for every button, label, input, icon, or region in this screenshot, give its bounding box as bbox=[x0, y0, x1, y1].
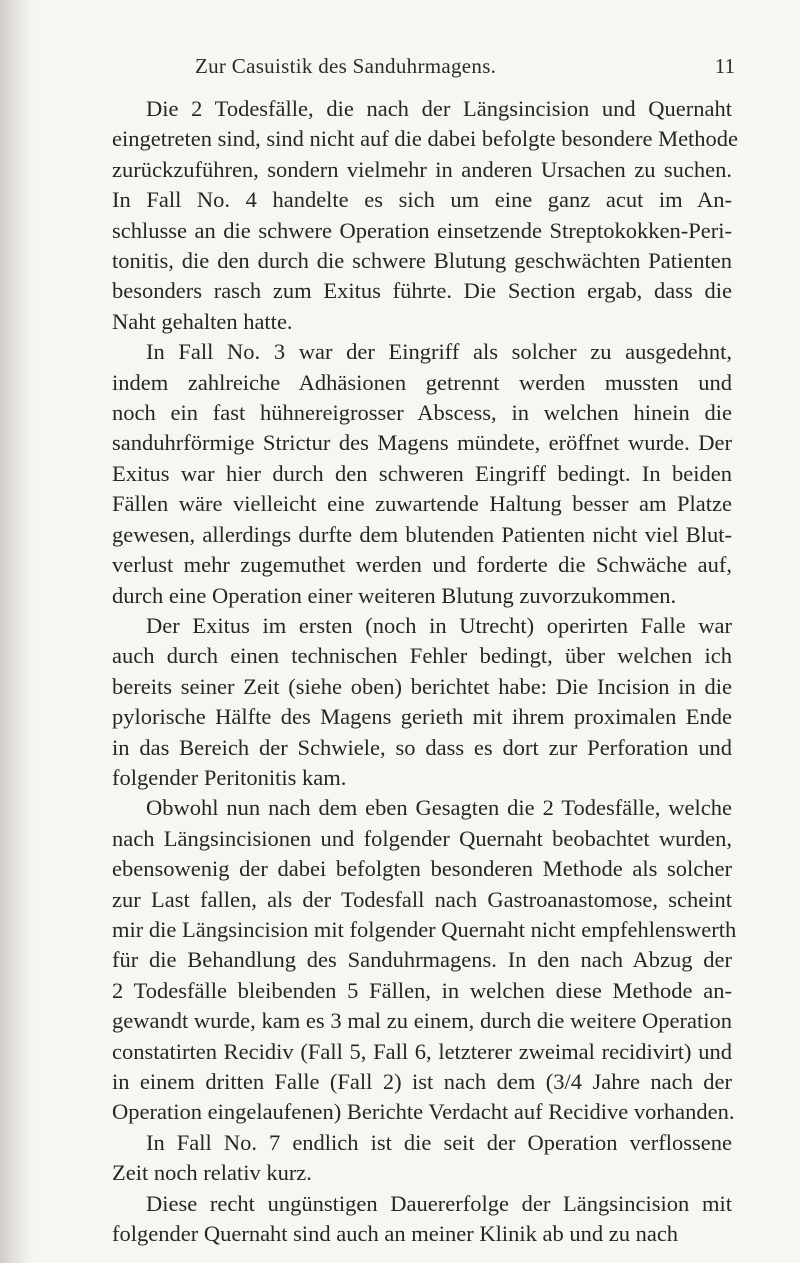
gutter-shadow bbox=[0, 0, 34, 1263]
paragraph bbox=[112, 1189, 732, 1250]
text-line: Diese recht ungünstigen Dauererfolge der Längsincision mit bbox=[146, 1190, 732, 1216]
text-line: zurückzuführen, sondern vielmehr in anderen Ursachen zu suchen. bbox=[112, 156, 732, 182]
body-text bbox=[112, 94, 739, 1249]
paragraph bbox=[112, 337, 732, 611]
text-line: Die 2 Todesfälle, die nach der Längsincision und Quernaht bbox=[146, 96, 732, 121]
text-line: schlusse an die schwere Operation einsetzende Streptokokken-Peri- bbox=[112, 217, 732, 243]
text-line: 2 Todesfälle bleibenden 5 Fällen, in welchen diese Methode an- bbox=[112, 977, 732, 1003]
text-line: Obwohl nun nach dem eben Gesagten die 2 Todesfälle, welche bbox=[146, 795, 732, 821]
text-line: zur Last fallen, als der Todesfall nach Gastroanastomose, scheint bbox=[112, 886, 732, 912]
paragraph bbox=[112, 611, 732, 793]
text-line: Exitus war hier durch den schweren Eingriff bedingt. In beiden bbox=[112, 460, 732, 486]
text-line: In Fall No. 7 endlich ist die seit der Operation verflossene bbox=[146, 1129, 732, 1155]
text-line: Der Exitus im ersten (noch in Utrecht) operirten Falle war bbox=[146, 612, 732, 638]
text-line: nach Längsincisionen und folgender Quernaht beobachtet wurden, bbox=[112, 825, 732, 851]
text-line: für die Behandlung des Sanduhrmagens. In den nach Abzug der bbox=[112, 947, 732, 973]
text-line: ebensowenig der dabei befolgten besonderen Methode als solcher bbox=[112, 856, 732, 882]
text-line: gewandt wurde, kam es 3 mal zu einem, durch die weitere Operation bbox=[112, 1008, 732, 1034]
text-line: auch durch einen technischen Fehler bedingt, über welchen ich bbox=[112, 643, 732, 669]
text-line: gewesen, allerdings durfte dem blutenden Patienten nicht viel Blut- bbox=[112, 521, 732, 547]
page-header bbox=[195, 54, 735, 84]
text-line: besonders rasch zum Exitus führte. Die Section ergab, dass die bbox=[112, 278, 732, 304]
text-line: pylorische Hälfte des Magens gerieth mit ihrem proximalen Ende bbox=[112, 704, 732, 730]
text-line: sanduhrförmige Strictur des Magens mündete, eröffnet wurde. Der bbox=[112, 430, 732, 456]
text-line: folgender Quernaht sind auch an meiner Klinik ab und zu nach bbox=[112, 1221, 679, 1247]
text-line: constatirten Recidiv (Fall 5, Fall 6, letzterer zweimal recidivirt) und bbox=[112, 1038, 732, 1064]
text-line: indem zahlreiche Adhäsionen getrennt werden mussten und bbox=[112, 369, 732, 395]
text-line: Fällen wäre vielleicht eine zuwartende Haltung besser am Platze bbox=[112, 491, 732, 517]
text-line: folgender Peritonitis kam. bbox=[112, 764, 347, 790]
text-line: mir die Längsincision mit folgender Quernaht nicht empfehlenswerth bbox=[112, 916, 737, 942]
text-line: eingetreten sind, sind nicht auf die dabei befolgte besondere Methode bbox=[112, 126, 739, 152]
text-line: Naht gehalten hatte. bbox=[112, 308, 293, 334]
text-line: In Fall No. 3 war der Eingriff als solcher zu ausgedehnt, bbox=[146, 339, 732, 365]
text-line: durch eine Operation einer weiteren Blutung zuvorzukommen. bbox=[112, 582, 677, 608]
text-line: in das Bereich der Schwiele, so dass es dort zur Perforation und bbox=[112, 734, 732, 760]
text-line: Operation eingelaufenen) Berichte Verdacht auf Recidive vorhanden. bbox=[112, 1099, 735, 1125]
text-line: noch ein fast hühnereigrosser Abscess, in welchen hinein die bbox=[112, 400, 732, 426]
text-line: tonitis, die den durch die schwere Blutung geschwächten Patienten bbox=[112, 248, 732, 274]
paragraph bbox=[112, 94, 739, 337]
paragraph bbox=[112, 793, 737, 1127]
text-line: In Fall No. 4 handelte es sich um eine ganz acut im An- bbox=[112, 187, 732, 213]
running-title: Zur Casuistik des Sanduhrmagens. bbox=[195, 54, 497, 78]
text-line: verlust mehr zugemuthet werden und forderte die Schwäche auf, bbox=[112, 552, 732, 578]
page-number: 11 bbox=[714, 54, 735, 78]
text-line: Zeit noch relativ kurz. bbox=[112, 1160, 312, 1186]
text-line: in einem dritten Falle (Fall 2) ist nach dem (3/4 Jahre nach der bbox=[112, 1069, 732, 1094]
text-line: bereits seiner Zeit (siehe oben) berichtet habe: Die Incision in die bbox=[112, 673, 732, 699]
paragraph bbox=[112, 1128, 732, 1189]
